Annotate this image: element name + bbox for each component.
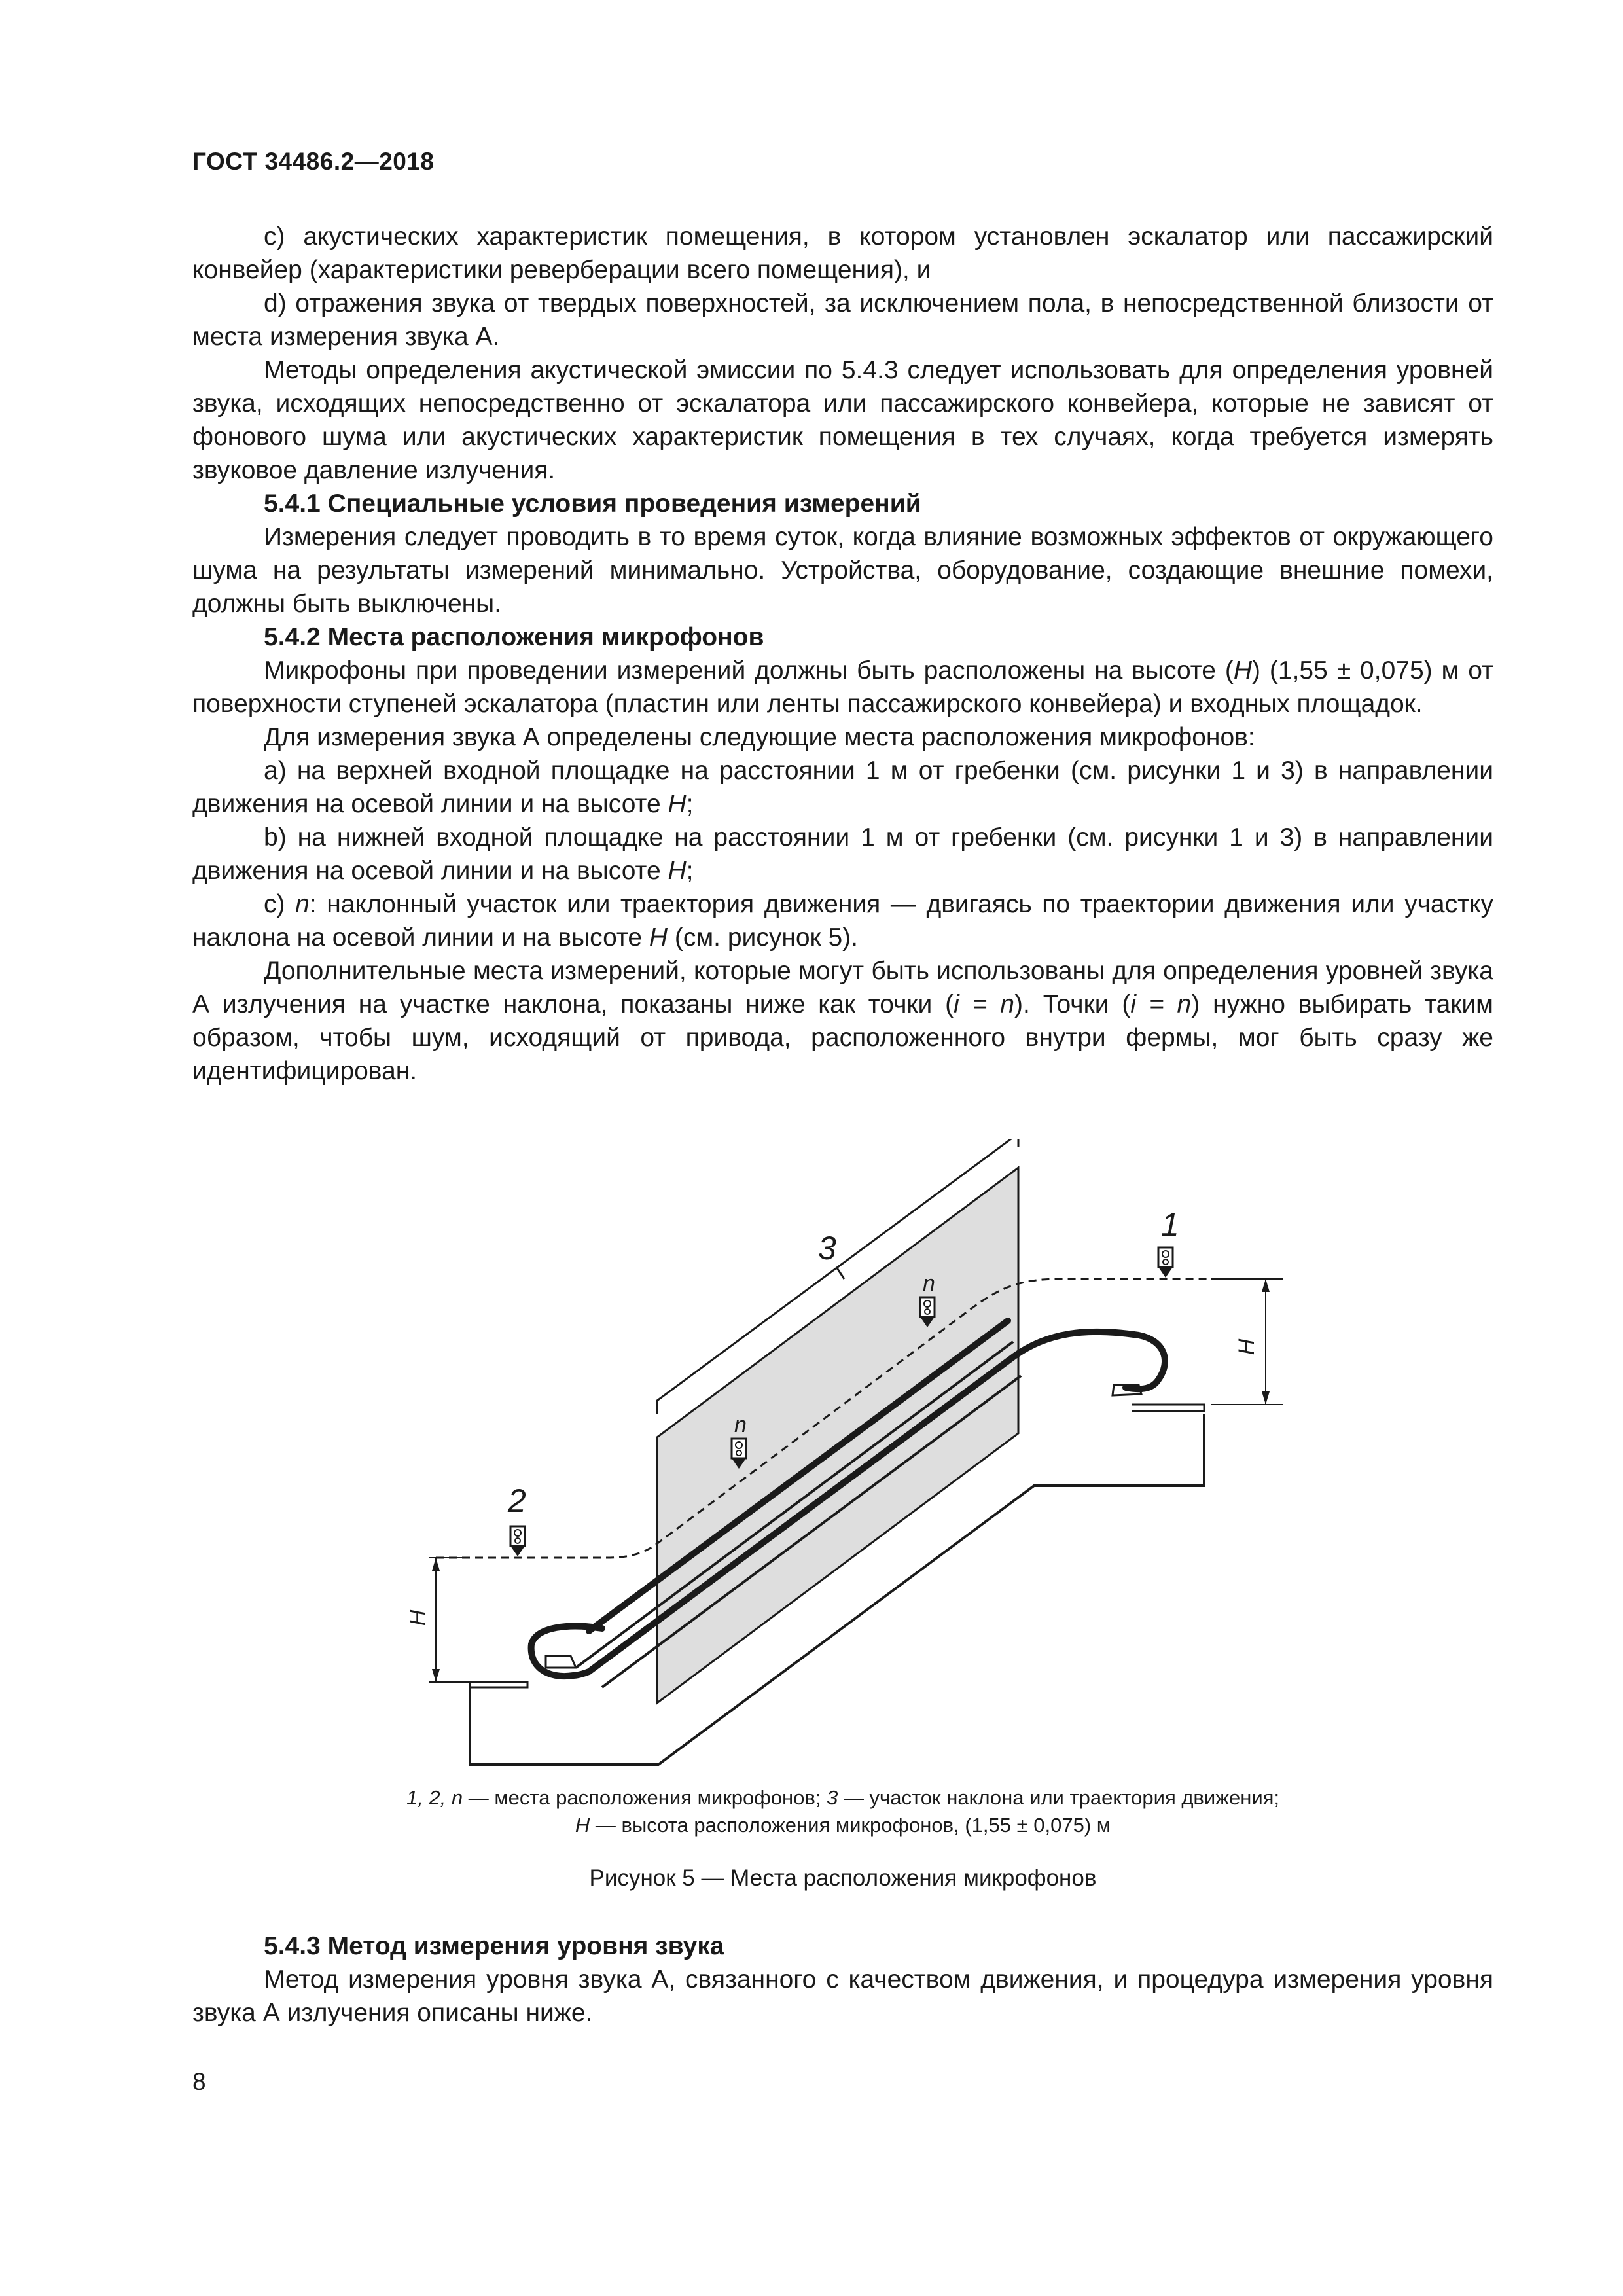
h-label-upper: H: [1234, 1338, 1259, 1355]
paragraph-item-c: c) акустических характеристик помещения, в котором установлен эскалатор или пассажирский конвейер (характеристики реверберации всего помещения), и: [192, 223, 1493, 284]
paragraph-location-a: a) на верхней входной площадке на расстоянии 1 м от гребенки (см. рисунки 1 и 3) в направлении движения на осевой линии и на высоте H;: [192, 757, 1493, 818]
label-n-upper: n: [923, 1271, 935, 1296]
label-3: 3: [818, 1230, 836, 1266]
paragraph-item-d: d) отражения звука от твердых поверхностей, за исключением пола, в непосредственной близости от места измерения звука А.: [192, 289, 1493, 351]
section-heading-5-4-1: 5.4.1 Специальные условия проведения измерений: [264, 490, 921, 518]
upper-landing-plate: [1132, 1405, 1204, 1411]
legend-line-1: 1, 2, n — места расположения микрофонов; 3 — участок наклона или траектория движения;: [406, 1786, 1280, 1809]
section-5-4-3: [192, 1929, 1493, 2030]
h-dim-upper-arrow-top: [1262, 1279, 1270, 1292]
figure-escalator-microphones: [0, 1139, 1623, 1793]
body-text: [192, 220, 1493, 1088]
lower-landing-plate: [470, 1682, 527, 1700]
figure-caption: Рисунок 5 — Места расположения микрофонов: [589, 1865, 1097, 1891]
label-1: 1: [1161, 1206, 1179, 1243]
document-code-header: ГОСТ 34486.2—2018: [192, 148, 435, 175]
paragraph-location-c: c) n: наклонный участок или траектория движения — двигаясь по траектории движения или участку наклона на осевой линии и на высоте H (см. рисунок 5).: [192, 890, 1493, 952]
lower-comb-plate: [546, 1656, 576, 1668]
page-number: 8: [192, 2068, 206, 2095]
section-heading-5-4-2: 5.4.2 Места расположения микрофонов: [264, 623, 764, 651]
paragraph-methods: Методы определения акустической эмиссии по 5.4.3 следует использовать для определения уровней звука, исходящих непосредственно от эскалатора или пассажирского конвейера, которые не зависят от фонового шума или акустических характеристик помещения в тех случаях, когда требуется измерять звуковое давление излучения.: [192, 356, 1493, 484]
paragraph-locations-intro: Для измерения звука А определены следующие места расположения микрофонов:: [264, 723, 1255, 751]
zone-3-bracket-tick: [836, 1267, 844, 1279]
h-dim-upper-arrow-bottom: [1262, 1391, 1270, 1405]
microphone-icon-1: [1158, 1247, 1173, 1278]
label-2: 2: [508, 1482, 526, 1519]
h-dim-lower-arrow-bottom: [432, 1669, 440, 1682]
legend-line-2: H — высота расположения микрофонов, (1,55 ± 0,075) м: [575, 1814, 1111, 1837]
microphone-icon-2: [510, 1526, 525, 1556]
label-n-lower: n: [734, 1412, 747, 1437]
paragraph-location-b: b) на нижней входной площадке на расстоянии 1 м от гребенки (см. рисунки 1 и 3) в направлении движения на осевой линии и на высоте H;: [192, 823, 1493, 885]
h-dim-lower-arrow-top: [432, 1558, 440, 1571]
paragraph-special-conditions: Измерения следует проводить в то время суток, когда влияние возможных эффектов от окружающего шума на результаты измерений минимально. Устройства, оборудование, создающие внешние помехи, должны быть выключены.: [192, 523, 1493, 618]
incline-zone-shade: [657, 1168, 1018, 1703]
escalator-diagram: [0, 1139, 1623, 1793]
h-label-lower: H: [406, 1609, 431, 1626]
paragraph-additional-points: Дополнительные места измерений, которые могут быть использованы для определения уровней звука А излучения на участке наклона, показаны ниже как точки (i = n). Точки (i = n) нужно выбирать таким образом, чтобы шум, исходящий от привода, расположенного внутри фермы, мог быть сразу же идентифицирован.: [192, 957, 1493, 1085]
paragraph-microphone-height: Микрофоны при проведении измерений должны быть расположены на высоте (H) (1,55 ± 0,075) м от поверхности ступеней эскалатора (пластин или ленты пассажирского конвейера) и входных площадок.: [192, 656, 1493, 718]
figure-legend: [192, 1784, 1493, 1839]
section-heading-5-4-3: 5.4.3 Метод измерения уровня звука: [264, 1932, 724, 1960]
paragraph-measurement-method: Метод измерения уровня звука А, связанного с качеством движения, и процедура измерения уровня звука А излучения описаны ниже.: [192, 1965, 1493, 2027]
